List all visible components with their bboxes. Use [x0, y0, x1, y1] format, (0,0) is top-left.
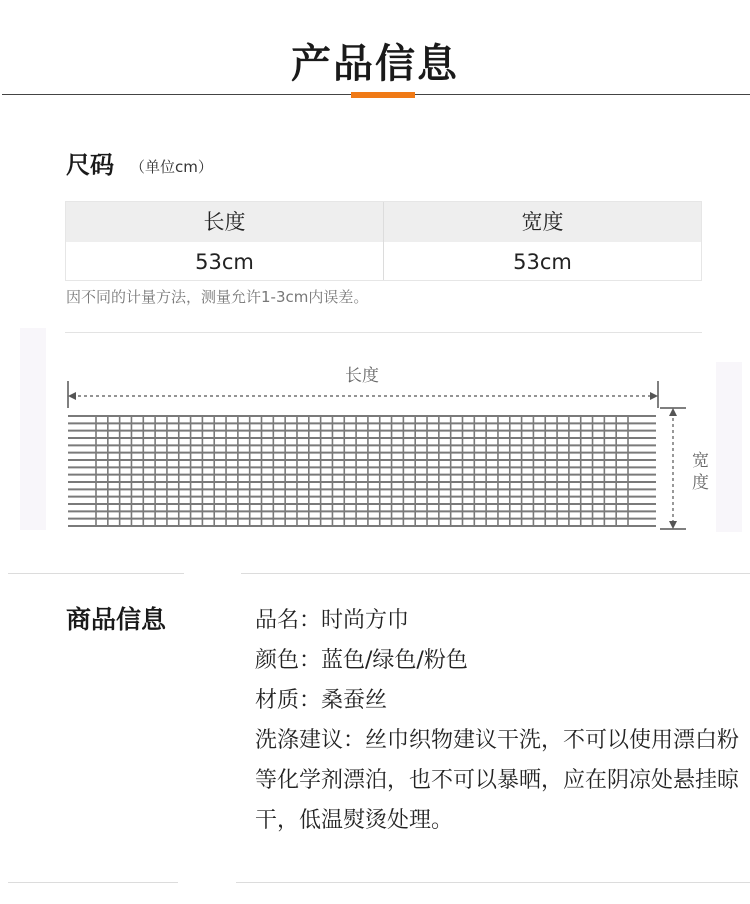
- bottom-divider-right: [236, 882, 750, 883]
- size-value-width: 53cm: [513, 250, 572, 274]
- page-title: 产品信息: [291, 41, 459, 87]
- measurement-note: 因不同的计量方法，测量允许1-3cm内误差。: [66, 288, 369, 306]
- section-divider-right: [241, 573, 750, 574]
- product-care-instructions: 洗涤建议：丝巾织物建议干洗，不可以使用漂白粉等化学剂漂泊，也不可以暴晒，应在阴凉处悬挂晾干，低温熨烫处理。: [255, 728, 740, 833]
- bottom-divider-left: [8, 882, 178, 883]
- product-info-title: 商品信息: [66, 605, 167, 634]
- size-header-length: 长度: [203, 210, 246, 234]
- header-accent-bar: [351, 92, 415, 98]
- scarf-grid: [68, 416, 656, 526]
- product-name: 品名：时尚方巾: [255, 608, 410, 633]
- product-info-list: [255, 601, 745, 841]
- product-colors: 颜色：蓝色/绿色/粉色: [255, 648, 468, 673]
- size-unit-label: （单位cm）: [130, 158, 213, 176]
- size-section-title: 尺码: [66, 151, 114, 179]
- width-label-top: 宽: [692, 451, 709, 471]
- size-value-length: 53cm: [195, 250, 254, 274]
- product-material: 材质：桑蚕丝: [255, 688, 388, 713]
- size-header-width: 宽度: [521, 210, 564, 234]
- length-label: 长度: [345, 366, 379, 386]
- width-label-bottom: 度: [692, 473, 709, 493]
- size-table: [65, 201, 702, 281]
- width-dimension-line: [660, 408, 686, 529]
- section-divider-left: [8, 573, 184, 574]
- scarf-dimension-diagram: [0, 320, 750, 540]
